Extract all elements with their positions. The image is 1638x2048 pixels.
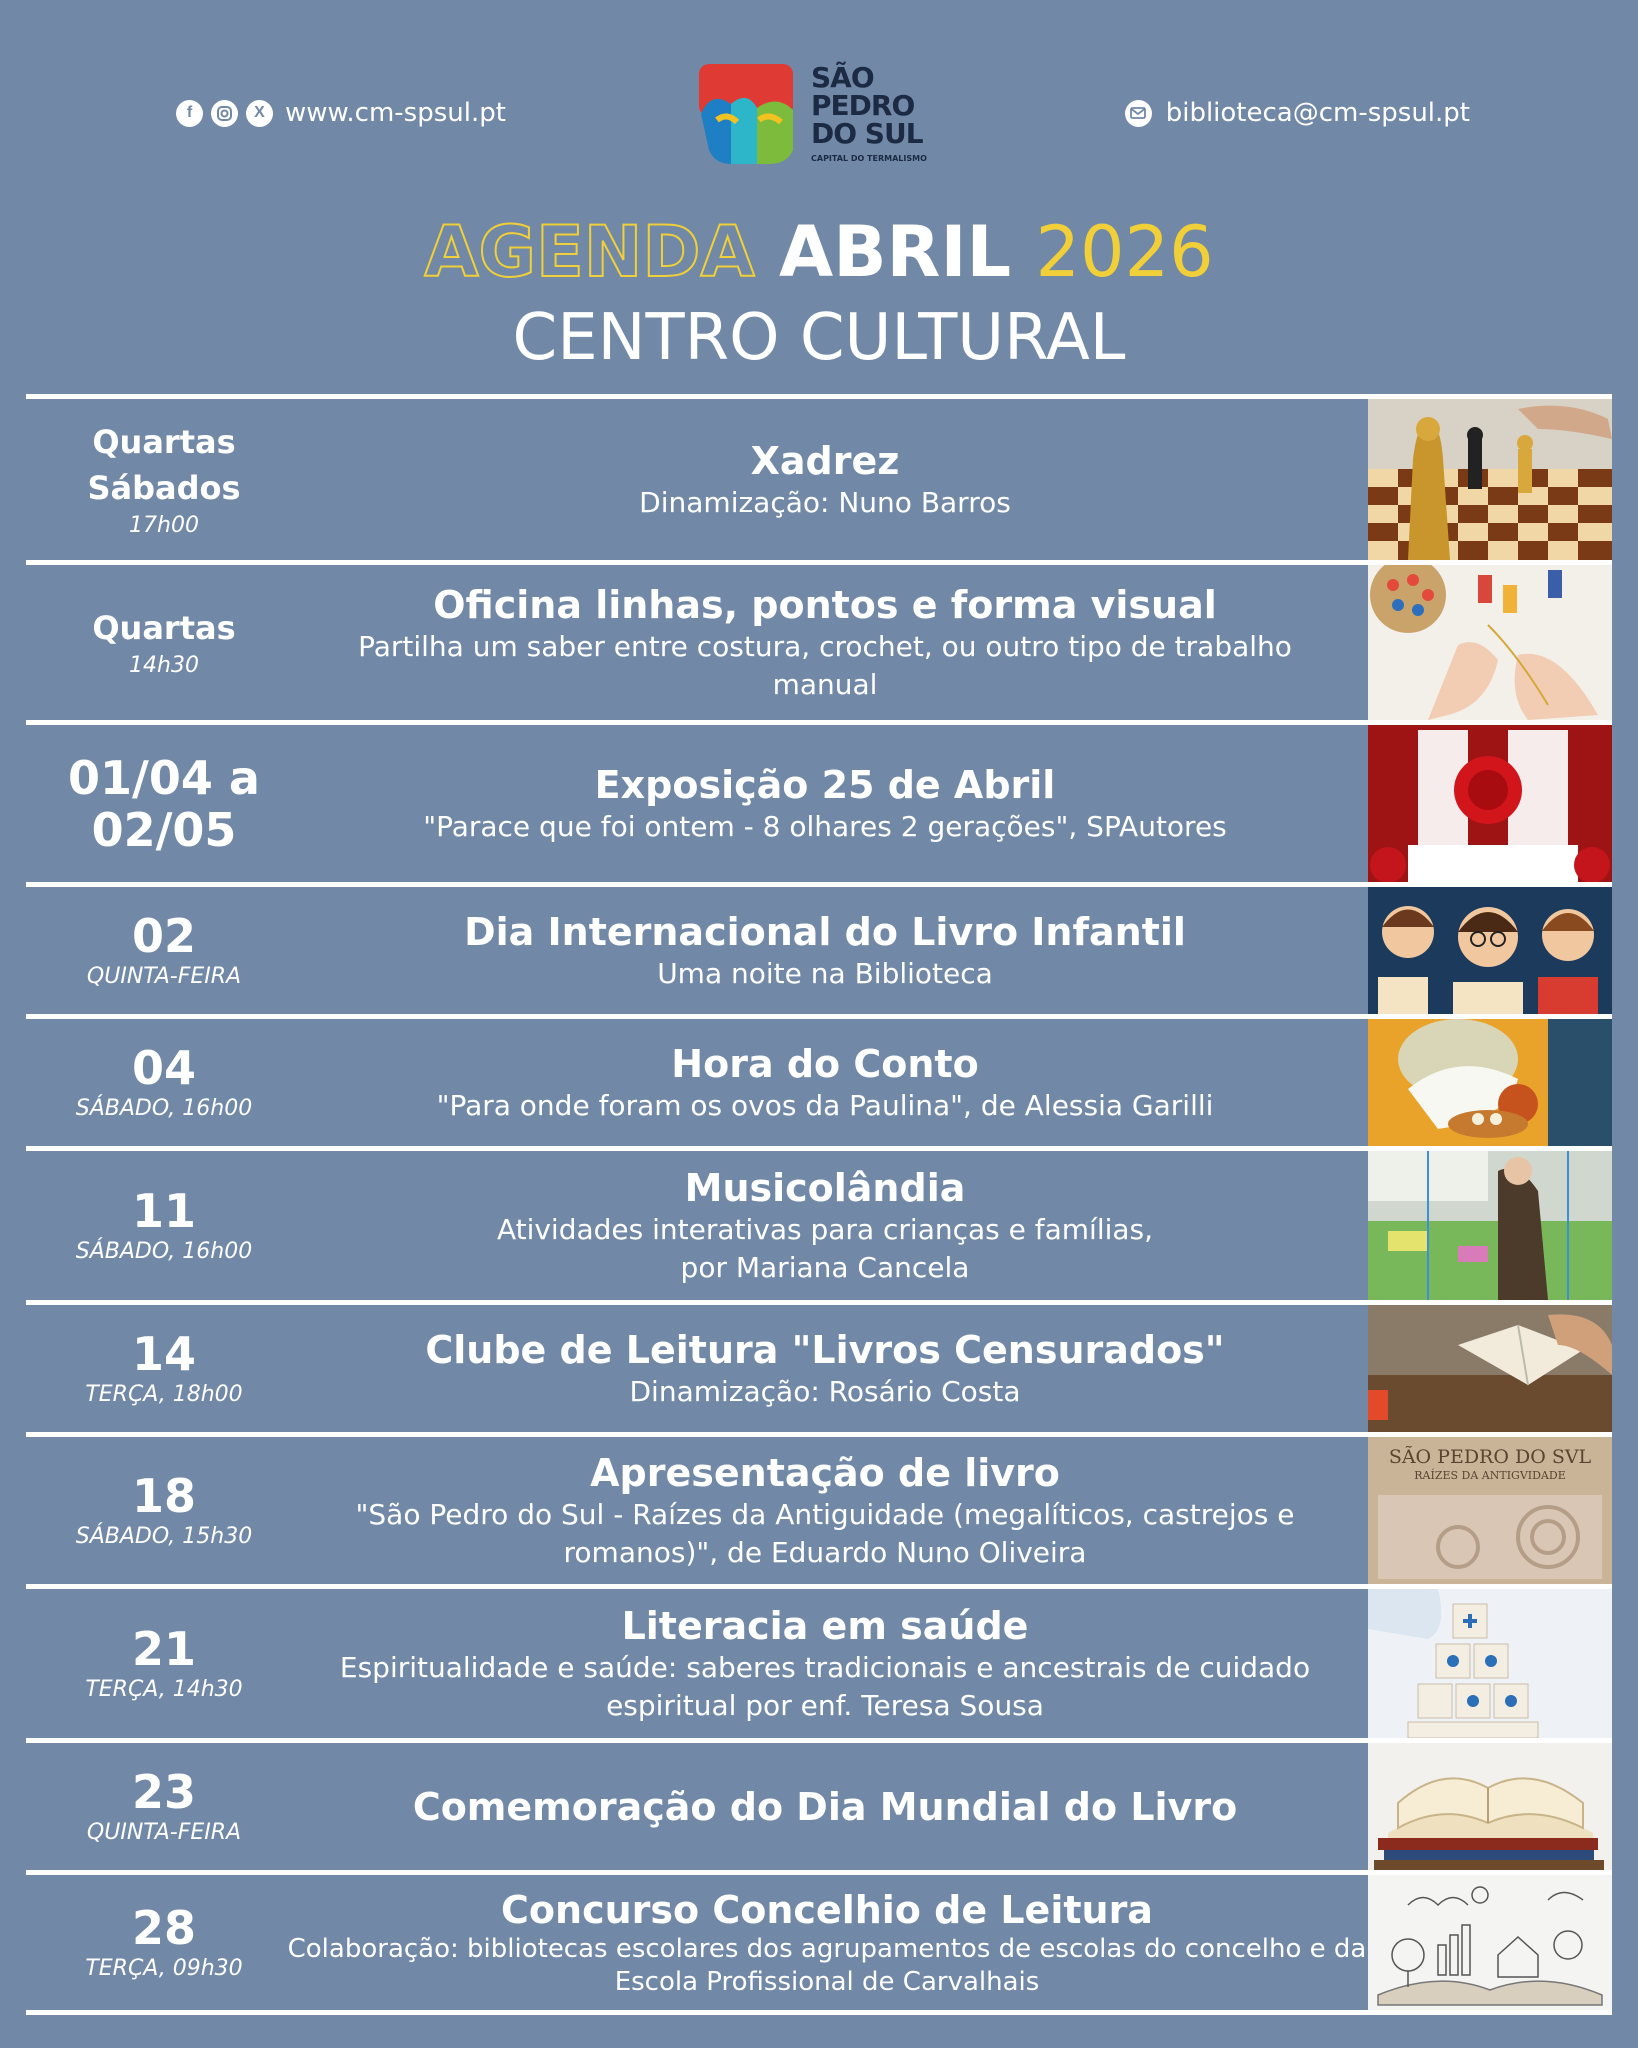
- date-time: TERÇA, 14h30: [85, 1676, 243, 1702]
- date-line-1: 28: [131, 1900, 196, 1955]
- 25-abril-image: [1368, 725, 1612, 882]
- event-title: Apresentação de livro: [590, 1450, 1060, 1495]
- book-reading-image: [1368, 1305, 1612, 1432]
- event-description: Colaboração: bibliotecas escolares dos agrupamentos de escolas do concelho e da: [287, 1933, 1367, 1964]
- event-content: [262, 1019, 1388, 1146]
- event-description: por Mariana Cancela: [680, 1250, 970, 1284]
- social-links: [176, 98, 506, 128]
- date-time: SÁBADO, 15h30: [75, 1523, 253, 1549]
- mail-icon[interactable]: [1125, 100, 1152, 127]
- event-description: Dinamização: Nuno Barros: [639, 485, 1011, 519]
- date-line-1: 02: [131, 908, 196, 963]
- event-row: [26, 1870, 1612, 2010]
- event-content: [262, 1589, 1388, 1738]
- storybook-image: [1368, 1019, 1612, 1146]
- event-title: Xadrez: [750, 438, 900, 483]
- event-row: [26, 1146, 1612, 1300]
- agenda-title: [0, 212, 1638, 292]
- date-line-1: 04: [131, 1040, 196, 1095]
- event-row: [26, 1300, 1612, 1432]
- event-description: Dinamização: Rosário Costa: [629, 1374, 1021, 1408]
- date-time: 14h30: [129, 652, 199, 678]
- event-description: manual: [772, 667, 878, 701]
- sketch-book-image: [1368, 1875, 1612, 2010]
- date-line-2: Sábados: [87, 468, 241, 507]
- x-twitter-icon[interactable]: X: [246, 100, 273, 127]
- event-date: [26, 399, 302, 560]
- event-title: Hora do Conto: [671, 1041, 979, 1086]
- event-content: [246, 1875, 1408, 2010]
- sewing-image: [1368, 565, 1612, 720]
- event-description: Escola Profissional de Carvalhais: [614, 1966, 1040, 1997]
- event-title: Clube de Leitura "Livros Censurados": [425, 1327, 1225, 1372]
- date-time: SÁBADO, 16h00: [75, 1238, 253, 1264]
- date-line-1: 23: [131, 1764, 196, 1819]
- event-row: [26, 1014, 1612, 1146]
- event-date: [26, 565, 302, 720]
- event-content: [262, 1743, 1388, 1870]
- event-title: Exposição 25 de Abril: [594, 762, 1056, 807]
- title-agenda: AGENDA: [424, 211, 755, 293]
- book-cover-image: [1368, 1437, 1612, 1584]
- event-row: [26, 1432, 1612, 1584]
- event-date: [26, 1589, 302, 1738]
- event-row: [26, 882, 1612, 1014]
- event-date: [26, 1437, 302, 1584]
- event-content: [262, 887, 1388, 1014]
- sao-pedro-do-sul-logo: [697, 60, 937, 170]
- website-link[interactable]: www.cm-spsul.pt: [285, 98, 506, 128]
- event-description: Espiritualidade e saúde: saberes tradicionais e ancestrais de cuidado: [339, 1650, 1311, 1684]
- date-line-2: 02/05: [91, 802, 237, 857]
- book-cover-subtitle: RAÍZES DA ANTIGVIDADE: [1414, 1469, 1566, 1482]
- event-date: [26, 1019, 302, 1146]
- event-title: Comemoração do Dia Mundial do Livro: [412, 1784, 1238, 1829]
- date-weekday: QUINTA-FEIRA: [86, 963, 242, 989]
- event-date: [26, 1305, 302, 1432]
- event-description: Atividades interativas para crianças e famílias,: [496, 1212, 1154, 1246]
- email-contact: [1125, 98, 1470, 128]
- date-time: TERÇA, 09h30: [85, 1955, 243, 1981]
- event-description: "São Pedro do Sul - Raízes da Antiguidade (megalíticos, castrejos e: [355, 1497, 1295, 1531]
- event-date: [26, 1743, 302, 1870]
- event-row: [26, 720, 1612, 882]
- date-line-1: 21: [131, 1621, 196, 1676]
- title-year: 2026: [1035, 211, 1214, 293]
- date-time: 17h00: [129, 512, 199, 538]
- event-content: [262, 565, 1388, 720]
- event-description: espiritual por enf. Teresa Sousa: [606, 1688, 1044, 1722]
- facebook-icon[interactable]: f: [176, 100, 203, 127]
- logo-text: [811, 61, 923, 150]
- event-row: [26, 1738, 1612, 1870]
- agenda-subtitle: CENTRO CULTURAL: [512, 301, 1126, 375]
- music-room-image: [1368, 1151, 1612, 1300]
- email-link[interactable]: biblioteca@cm-spsul.pt: [1165, 98, 1470, 128]
- title-month: ABRIL: [779, 211, 1012, 293]
- logo-tagline: CAPITAL DO TERMALISMO: [811, 154, 927, 163]
- event-title: Literacia em saúde: [621, 1603, 1029, 1648]
- event-date: [26, 1151, 302, 1300]
- open-books-image: [1368, 1743, 1612, 1870]
- event-description: romanos)", de Eduardo Nuno Oliveira: [563, 1535, 1087, 1569]
- book-cover-title: SÃO PEDRO DO SVL: [1388, 1446, 1592, 1468]
- date-time: SÁBADO, 16h00: [75, 1095, 253, 1121]
- instagram-icon[interactable]: [211, 100, 238, 127]
- event-date: [26, 887, 302, 1014]
- event-row: [26, 560, 1612, 720]
- event-title: Concurso Concelhio de Leitura: [501, 1887, 1153, 1932]
- logo-line-2: PEDRO: [811, 89, 915, 122]
- event-description: Uma noite na Biblioteca: [657, 956, 993, 990]
- event-content: [262, 725, 1388, 882]
- date-line-1: Quartas: [92, 422, 236, 461]
- logo-emblem-icon: [697, 60, 797, 166]
- bottom-divider: [26, 2010, 1612, 2015]
- date-line-1: Quartas: [92, 608, 236, 647]
- event-title: Oficina linhas, pontos e forma visual: [433, 582, 1217, 627]
- health-blocks-image: [1368, 1589, 1612, 1738]
- logo-line-1: SÃO: [811, 61, 874, 94]
- logo-line-3: DO SUL: [811, 117, 923, 150]
- date-line-1: 18: [131, 1468, 196, 1523]
- children-reading-image: [1368, 887, 1612, 1014]
- event-title: Dia Internacional do Livro Infantil: [464, 909, 1186, 954]
- date-line-1: 11: [131, 1183, 196, 1238]
- event-date: [26, 725, 302, 882]
- date-line-1: 01/04 a: [68, 750, 260, 805]
- event-content: [262, 399, 1388, 560]
- date-line-1: 14: [131, 1326, 196, 1381]
- event-content: [262, 1305, 1388, 1432]
- event-description: Partilha um saber entre costura, crochet, ou outro tipo de trabalho: [358, 629, 1292, 663]
- event-row: [26, 1584, 1612, 1738]
- date-time: TERÇA, 18h00: [85, 1381, 243, 1407]
- chess-image: [1368, 399, 1612, 560]
- event-content: [262, 1151, 1388, 1300]
- page-header: [0, 0, 1638, 220]
- event-title: Musicolândia: [684, 1165, 966, 1210]
- event-content: [262, 1437, 1388, 1584]
- date-weekday: QUINTA-FEIRA: [86, 1819, 242, 1845]
- event-description: "Para onde foram os ovos da Paulina", de Alessia Garilli: [436, 1088, 1214, 1122]
- event-row: [26, 394, 1612, 560]
- event-description: "Parace que foi ontem - 8 olhares 2 gerações", SPAutores: [423, 809, 1227, 843]
